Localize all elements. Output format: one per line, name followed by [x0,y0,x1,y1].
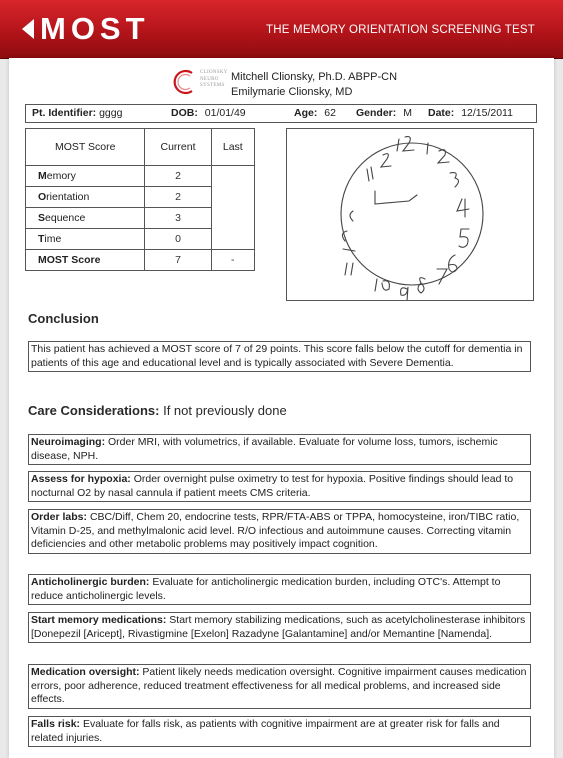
last-score [211,166,254,250]
back-arrow-icon[interactable] [22,19,34,39]
app-subtitle: THE MEMORY ORIENTATION SCREENING TEST [266,24,535,36]
care-item-hypoxia: Assess for hypoxia: Order overnight pulse oximetry to test for hypoxia. Positive findings should lead to nocturnal O2 by nasal cannula if patient meets CMS criteria. [28,471,531,502]
current-score: 3 [145,208,211,229]
score-table [25,128,255,271]
conclusion-text: This patient has achieved a MOST score of 7 of 29 points. This score falls below the cutoff for dementia in patients of this age and educational level and is typically associated with Severe Dementia. [28,341,531,372]
care-item-medication-oversight: Medication oversight: Patient likely needs medication oversight. Cognitive impairment causes medication errors, poor adherence, reduced treatment effectiveness for all medical problems, and increased side effects. [28,664,531,709]
care-item-memory-meds: Start memory medications: Start memory stabilizing medications, such as acetylcholinesterase inhibitors [Donepezil [Aricept], Rivastigmine [Exelon] Razadyne [Galantamine] and/or Memantine [Namenda]. [28,612,531,643]
current-score: 7 [145,250,211,271]
header-last: Last [211,129,254,166]
doctor-name-2: Emilymarie Clionsky, MD [231,86,353,98]
table-row [26,250,255,271]
row-label: MOST Score [26,250,145,271]
patient-age: Age: 62 [294,107,336,119]
doctor-name-1: Mitchell Clionsky, Ph.D. ABPP-CN [231,71,398,83]
report-page [9,58,554,758]
care-considerations-title: Care Considerations: If not previously done [28,403,287,418]
header-current: Current [145,129,211,166]
patient-gender: Gender: M [356,107,412,119]
current-score: 2 [145,166,211,187]
patient-date: Date: 12/15/2011 [428,107,513,119]
care-item-neuroimaging: Neuroimaging: Order MRI, with volumetrics, if available. Evaluate for volume loss, tumors, ischemic disease, NPH. [28,434,531,465]
clionsky-logo-icon [172,68,200,96]
table-row [26,166,255,187]
care-item-order-labs: Order labs: CBC/Diff, Chem 20, endocrine tests, RPR/FTA-ABS or TPPA, homocysteine, iron/TIBC ratio, Vitamin D-25, and methylmalonic acid level. R/O infectious and autoimmune causes. Correcting vitamin deficiencies and other metabolic problems may positively impact cognition. [28,509,531,554]
current-score: 2 [145,187,211,208]
top-bar [0,0,563,59]
row-label: Time [26,229,145,250]
care-item-falls-risk: Falls risk: Evaluate for falls risk, as patients with cognitive impairment are at greater risk for falls and related injuries. [28,716,531,747]
current-score: 0 [145,229,211,250]
conclusion-title: Conclusion [28,311,99,326]
app-title[interactable]: MOST [40,11,150,46]
care-item-anticholinergic: Anticholinergic burden: Evaluate for anticholinergic medication burden, including OTC's. Attempt to reduce anticholinergic levels. [28,574,531,605]
row-label: Sequence [26,208,145,229]
patient-dob: DOB: 01/01/49 [171,107,246,119]
patient-id: Pt. Identifier: gggg [32,107,123,119]
row-label: Memory [26,166,145,187]
logo-text: CLIONSKY NEURO SYSTEMS [200,70,228,88]
row-label: Orientation [26,187,145,208]
header-most-score: MOST Score [26,129,145,166]
clock-drawing [287,129,533,300]
patient-info-bar [25,104,537,123]
last-score: - [211,250,254,271]
clock-drawing-box [286,128,534,301]
